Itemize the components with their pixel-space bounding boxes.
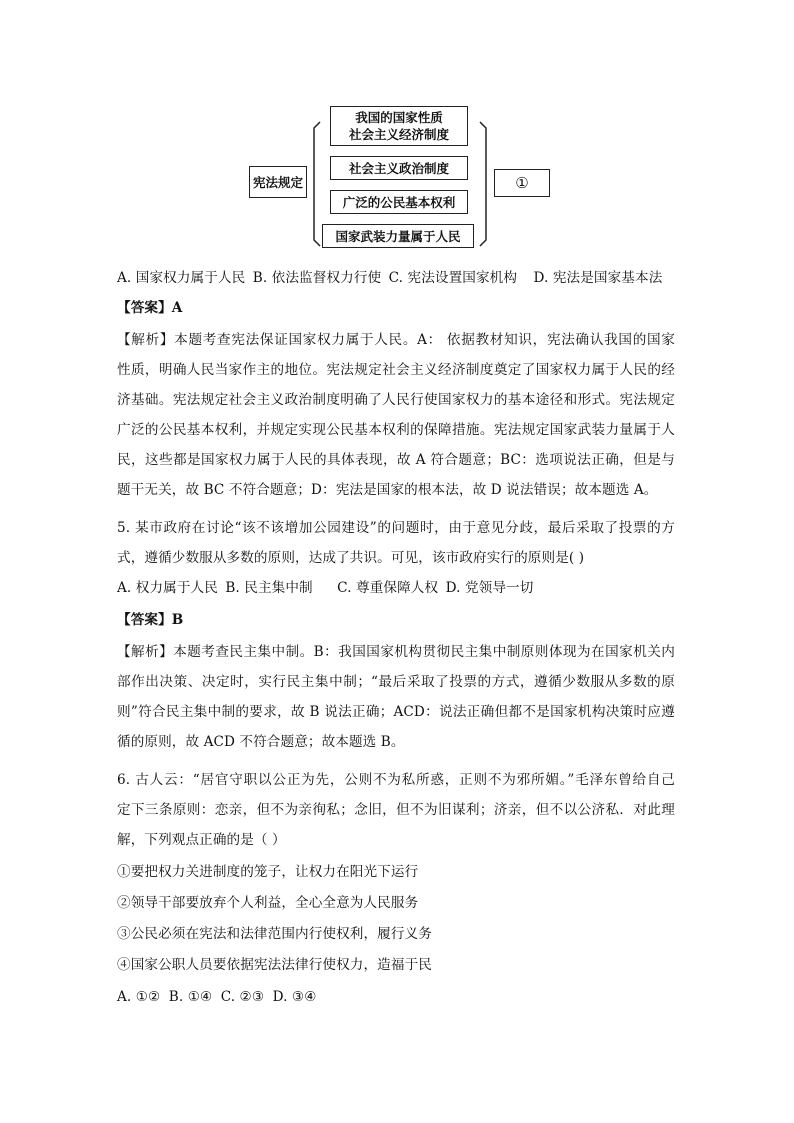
- q4-analysis-line: 广泛的公民基本权利，并规定实现公民基本权利的保障措施。宪法规定国家武装力量属于人: [117, 422, 675, 438]
- diagram-result-box: ①: [494, 169, 550, 197]
- q6-options: A. ①② B. ①④ C. ②③ D. ③④: [117, 989, 317, 1005]
- q6-statement: ③公民必须在宪法和法律范围内行使权利，履行义务: [117, 926, 432, 942]
- q5-analysis-line: 则”符合民主集中制的要求，故 B 说法正确；ACD：说法正确但都不是国家机构决策时应遵: [117, 704, 675, 720]
- diagram-left-label: 宪法规定: [249, 166, 307, 198]
- q4-analysis-line: 性质，明确人民当家作主的地位。宪法规定社会主义经济制度奠定了国家权力属于人民的经: [117, 362, 675, 378]
- constitution-diagram: [0, 0, 794, 260]
- q4-answer: 【答案】A: [117, 300, 183, 316]
- q4-analysis-line: 题干无关，故 BC 不符合题意；D：宪法是国家的根本法，故 D 说法错误；故本题选 A。: [117, 482, 658, 498]
- q5-answer: 【答案】B: [117, 612, 184, 628]
- q4-analysis-line: 济基础。宪法规定社会主义政治制度明确了人民行使国家权力的基本途径和形式。宪法规定: [117, 392, 675, 408]
- q4-options: A. 国家权力属于人民 B. 依法监督权力行使 C. 宪法设置国家机构 D. 宪法是国家基本法: [117, 270, 663, 286]
- diagram-item-political-system: 社会主义政治制度: [330, 156, 468, 180]
- q6-statement: ④国家公职人员要依据宪法法律行使权力，造福于民: [117, 957, 432, 973]
- q6-statement: ①要把权力关进制度的笼子，让权力在阳光下运行: [117, 864, 419, 880]
- q6-stem-line: 定下三条原则：恋亲，但不为亲徇私；念旧，但不为旧谋利；济亲，但不以公济私．对此理: [117, 802, 675, 818]
- q5-stem-line: 5. 某市政府在讨论“该不该增加公园建设”的问题时，由于意见分歧，最后采取了投票的方: [117, 520, 675, 536]
- q5-analysis-line: 【解析】本题考查民主集中制。B：我国国家机构贯彻民主集中制原则体现为在国家机关内: [117, 644, 675, 660]
- q6-stem-line: 6. 古人云：“居官守职以公正为先，公则不为私所惑，正则不为邪所媚。”毛泽东曾给自己: [117, 772, 675, 788]
- diagram-item-armed-forces: 国家武装力量属于人民: [322, 224, 474, 248]
- q6-stem-line: 解，下列观点正确的是（ ）: [117, 832, 286, 848]
- diagram-item-citizen-rights: 广泛的公民基本权利: [330, 190, 468, 214]
- q4-analysis-line: 民，这些都是国家权力属于人民的具体表现，故 A 符合题意；BC：选项说法正确，但是与: [117, 452, 675, 468]
- q6-statement: ②领导干部要放弃个人利益，全心全意为人民服务: [117, 895, 419, 911]
- q5-stem-line: 式，遵循少数服从多数的原则，达成了共识。可见，该市政府实行的原则是( ): [117, 550, 585, 566]
- q5-options: A. 权力属于人民 B. 民主集中制 C. 尊重保障人权 D. 党领导一切: [117, 580, 534, 596]
- q5-analysis-line: 循的原则，故 ACD 不符合题意；故本题选 B。: [117, 734, 405, 750]
- diagram-item-nature-economy: 我国的国家性质 社会主义经济制度: [330, 106, 468, 146]
- q5-analysis-line: 部作出决策、决定时，实行民主集中制；“最后采取了投票的方式，遵循少数服从多数的原: [117, 674, 675, 690]
- q4-analysis-line: 【解析】本题考查宪法保证国家权力属于人民。A： 依据教材知识，宪法确认我国的国家: [117, 332, 675, 348]
